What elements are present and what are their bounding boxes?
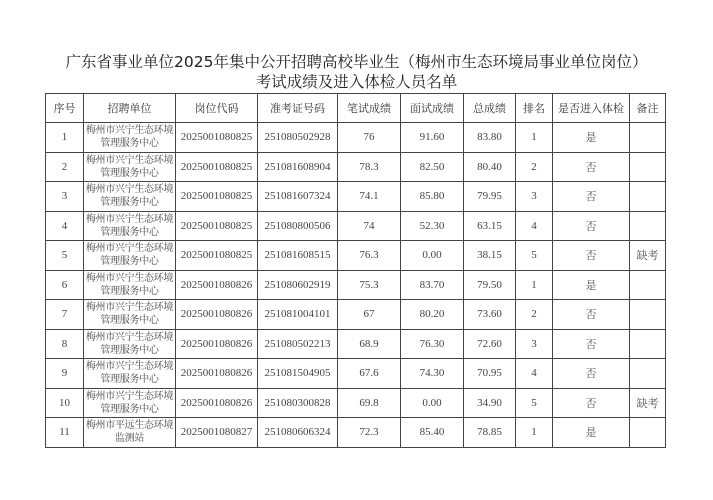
cell-post-code: 2025001080827 [176,418,258,448]
cell-no: 4 [46,211,84,241]
cell-rank: 4 [516,211,553,241]
table-row [46,359,666,389]
cell-physical: 否 [553,182,630,212]
cell-note [630,182,666,212]
cell-note: 缺考 [630,388,666,418]
cell-no: 5 [46,241,84,271]
cell-note [630,123,666,153]
cell-note [630,211,666,241]
cell-total: 83.80 [464,123,516,153]
table-row [46,241,666,271]
header-written: 笔试成绩 [338,94,401,123]
cell-post-code: 2025001080826 [176,359,258,389]
cell-physical: 否 [553,388,630,418]
cell-no: 3 [46,182,84,212]
cell-no: 9 [46,359,84,389]
cell-unit: 梅州市兴宁生态环境管理服务中心 [84,388,176,418]
table-row [46,270,666,300]
cell-written: 74 [338,211,401,241]
table-row [46,123,666,153]
cell-rank: 5 [516,388,553,418]
cell-physical: 是 [553,123,630,153]
cell-interview: 76.30 [401,329,464,359]
cell-no: 7 [46,300,84,330]
cell-unit: 梅州市兴宁生态环境管理服务中心 [84,300,176,330]
header-interview: 面试成绩 [401,94,464,123]
cell-rank: 2 [516,300,553,330]
cell-total: 38.15 [464,241,516,271]
cell-rank: 2 [516,152,553,182]
cell-total: 79.95 [464,182,516,212]
cell-post-code: 2025001080825 [176,152,258,182]
cell-interview: 0.00 [401,241,464,271]
table-row [46,182,666,212]
table-row [46,388,666,418]
header-post-code: 岗位代码 [176,94,258,123]
cell-no: 8 [46,329,84,359]
header-rank: 排名 [516,94,553,123]
cell-physical: 否 [553,152,630,182]
cell-ticket: 251081608904 [258,152,338,182]
header-ticket: 准考证号码 [258,94,338,123]
cell-written: 68.9 [338,329,401,359]
cell-total: 73.60 [464,300,516,330]
cell-ticket: 251080602919 [258,270,338,300]
cell-unit: 梅州市兴宁生态环境管理服务中心 [84,241,176,271]
cell-no: 11 [46,418,84,448]
cell-note [630,152,666,182]
table-row [46,300,666,330]
cell-ticket: 251081608515 [258,241,338,271]
results-table [45,93,666,448]
cell-unit: 梅州市兴宁生态环境管理服务中心 [84,211,176,241]
header-total: 总成绩 [464,94,516,123]
cell-post-code: 2025001080826 [176,270,258,300]
cell-ticket: 251080800506 [258,211,338,241]
cell-unit: 梅州市平远生态环境监测站 [84,418,176,448]
document-title: 广东省事业单位2025年集中公开招聘高校毕业生（梅州市生态环境局事业单位岗位） [65,53,648,71]
cell-ticket: 251080502213 [258,329,338,359]
cell-rank: 4 [516,359,553,389]
cell-no: 2 [46,152,84,182]
cell-unit: 梅州市兴宁生态环境管理服务中心 [84,152,176,182]
cell-interview: 91.60 [401,123,464,153]
cell-post-code: 2025001080825 [176,182,258,212]
cell-written: 75.3 [338,270,401,300]
cell-written: 67 [338,300,401,330]
header-unit: 招聘单位 [84,94,176,123]
cell-total: 79.50 [464,270,516,300]
cell-interview: 0.00 [401,388,464,418]
cell-note: 缺考 [630,241,666,271]
cell-written: 69.8 [338,388,401,418]
cell-rank: 3 [516,182,553,212]
cell-no: 1 [46,123,84,153]
cell-interview: 74.30 [401,359,464,389]
header-no: 序号 [46,94,84,123]
cell-post-code: 2025001080825 [176,211,258,241]
cell-physical: 否 [553,211,630,241]
cell-unit: 梅州市兴宁生态环境管理服务中心 [84,123,176,153]
cell-note [630,270,666,300]
cell-total: 34.90 [464,388,516,418]
cell-ticket: 251080606324 [258,418,338,448]
cell-ticket: 251080502928 [258,123,338,153]
cell-post-code: 2025001080826 [176,300,258,330]
cell-post-code: 2025001080826 [176,388,258,418]
table-row [46,329,666,359]
header-row [46,94,666,123]
cell-no: 10 [46,388,84,418]
cell-interview: 85.80 [401,182,464,212]
cell-total: 72.60 [464,329,516,359]
cell-physical: 否 [553,359,630,389]
cell-ticket: 251081607324 [258,182,338,212]
cell-ticket: 251081004101 [258,300,338,330]
table-row [46,418,666,448]
cell-note [630,359,666,389]
cell-post-code: 2025001080825 [176,123,258,153]
table-row [46,211,666,241]
cell-unit: 梅州市兴宁生态环境管理服务中心 [84,270,176,300]
cell-post-code: 2025001080826 [176,329,258,359]
document-subtitle: 考试成绩及进入体检人员名单 [255,73,458,91]
cell-unit: 梅州市兴宁生态环境管理服务中心 [84,182,176,212]
cell-ticket: 251081504905 [258,359,338,389]
cell-note [630,329,666,359]
header-note: 备注 [630,94,666,123]
cell-interview: 83.70 [401,270,464,300]
cell-interview: 52.30 [401,211,464,241]
cell-unit: 梅州市兴宁生态环境管理服务中心 [84,329,176,359]
cell-written: 67.6 [338,359,401,389]
cell-physical: 是 [553,418,630,448]
cell-physical: 否 [553,300,630,330]
cell-note [630,300,666,330]
cell-physical: 否 [553,241,630,271]
cell-total: 63.15 [464,211,516,241]
cell-note [630,418,666,448]
cell-rank: 5 [516,241,553,271]
cell-unit: 梅州市兴宁生态环境管理服务中心 [84,359,176,389]
cell-post-code: 2025001080825 [176,241,258,271]
cell-interview: 82.50 [401,152,464,182]
cell-rank: 1 [516,418,553,448]
cell-rank: 3 [516,329,553,359]
cell-physical: 否 [553,329,630,359]
cell-rank: 1 [516,123,553,153]
cell-written: 72.3 [338,418,401,448]
cell-rank: 1 [516,270,553,300]
cell-no: 6 [46,270,84,300]
cell-total: 70.95 [464,359,516,389]
cell-written: 78.3 [338,152,401,182]
cell-total: 78.85 [464,418,516,448]
cell-written: 74.1 [338,182,401,212]
cell-written: 76.3 [338,241,401,271]
cell-written: 76 [338,123,401,153]
cell-total: 80.40 [464,152,516,182]
cell-interview: 85.40 [401,418,464,448]
cell-interview: 80.20 [401,300,464,330]
cell-ticket: 251080300828 [258,388,338,418]
header-physical: 是否进入体检 [553,94,630,123]
cell-physical: 是 [553,270,630,300]
table-row [46,152,666,182]
